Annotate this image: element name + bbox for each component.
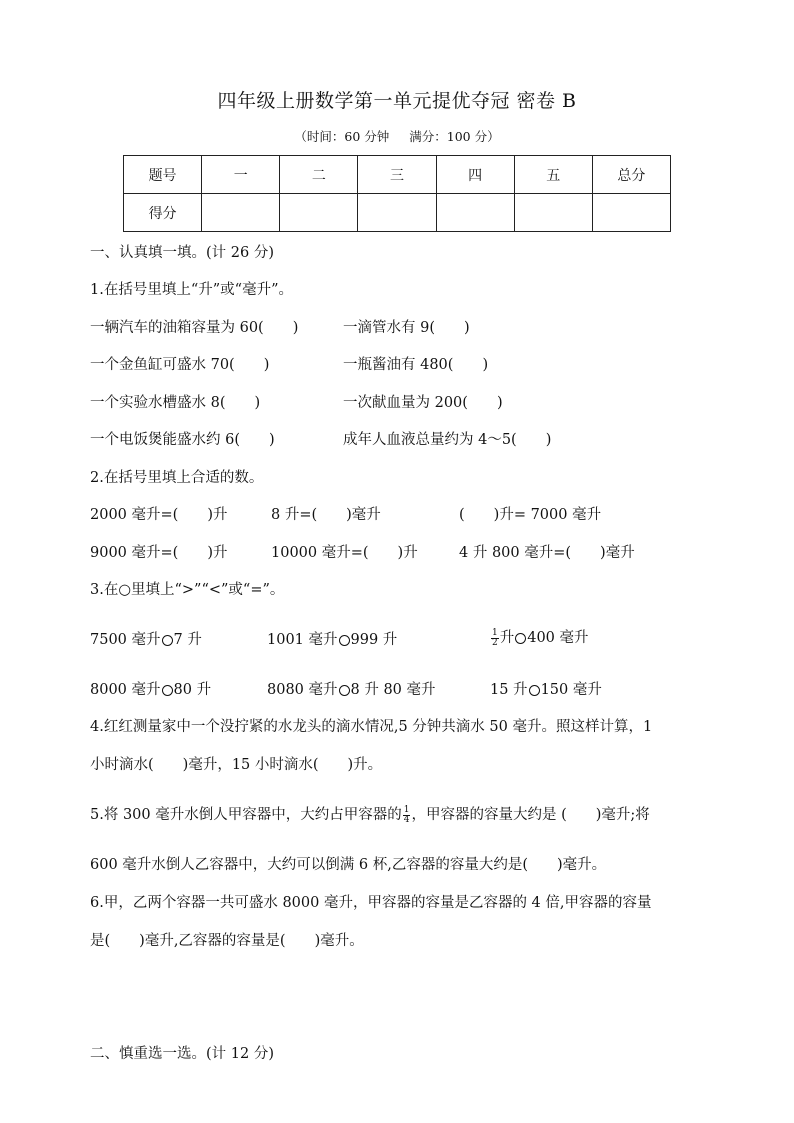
compare-circle[interactable] [529, 685, 540, 696]
compare-circle[interactable] [515, 633, 526, 644]
q3-item: 7500 毫升 7 升 [90, 632, 202, 648]
score-table-header: 总分 [592, 156, 670, 194]
q3-item: 1001 毫升 999 升 [267, 632, 398, 648]
q2-item: 4 升 800 毫升=( )毫升 [459, 545, 635, 561]
score-table-header-row [124, 156, 671, 194]
section2-title: 二、慎重选一选。(计 12 分) [90, 1046, 274, 1062]
q1-item: 一个电饭煲能盛水约 6( ) [90, 432, 275, 448]
score-table-header: 一 [202, 156, 280, 194]
score-table-header: 题号 [124, 156, 202, 194]
compare-circle[interactable] [162, 685, 173, 696]
q1-item: 成年人血液总量约为 4～5( ) [343, 432, 552, 448]
score-cell[interactable] [592, 194, 670, 232]
q6-line1: 6.甲，乙两个容器一共可盛水 8000 毫升，甲容器的容量是乙容器的 4 倍,甲容器的容量 [90, 895, 652, 911]
section1-title: 一、认真填一填。(计 26 分) [90, 245, 274, 261]
q5-line2: 600 毫升水倒人乙容器中，大约可以倒满 6 杯,乙容器的容量大约是( )毫升。 [90, 857, 607, 873]
score-table-header: 五 [514, 156, 592, 194]
q5-line1: 5.将 300 毫升水倒人甲容器中，大约占甲容器的 $\frac{1}{4}$ ，甲容器的容量大约是 ( )毫升;将 [90, 804, 650, 825]
q2-item: 8 升=( )毫升 [271, 507, 381, 523]
q4-line2: 小时滴水( )毫升，15 小时滴水( )升。 [90, 757, 383, 773]
q2-item: 10000 毫升=( )升 [271, 545, 418, 561]
score-row-label: 得分 [124, 194, 202, 232]
compare-circle[interactable] [339, 685, 350, 696]
exam-info [0, 127, 794, 145]
q4-line1: 4.红红测量家中一个没拧紧的水龙头的滴水情况,5 分钟共滴水 50 毫升。照这样计算，1 [90, 719, 653, 735]
q3-item: 8080 毫升 8 升 80 毫升 [267, 682, 436, 698]
q1-item: 一滴管水有 9( ) [343, 320, 470, 336]
fraction: $\frac{1}{2}$ [492, 627, 498, 648]
q1-item: 一个实验水槽盛水 8( ) [90, 395, 261, 411]
score-cell[interactable] [280, 194, 358, 232]
score-table-header: 二 [280, 156, 358, 194]
score-table [123, 155, 671, 232]
score-table-header: 四 [436, 156, 514, 194]
score-cell[interactable] [436, 194, 514, 232]
score-table-header: 三 [358, 156, 436, 194]
compare-circle[interactable] [162, 635, 173, 646]
q1-item: 一辆汽车的油箱容量为 60( ) [90, 320, 299, 336]
q3-item: 15 升 150 毫升 [490, 682, 602, 698]
score-cell[interactable] [514, 194, 592, 232]
q3-item: 8000 毫升 80 升 [90, 682, 212, 698]
score-table-score-row [124, 194, 671, 232]
q2-item: ( )升= 7000 毫升 [459, 507, 602, 523]
q1-prompt: 1.在括号里填上“升”或“毫升”。 [90, 282, 293, 298]
score-cell[interactable] [358, 194, 436, 232]
full-score: 满分：100 分） [409, 129, 500, 144]
q2-item: 9000 毫升=( )升 [90, 545, 228, 561]
fraction: $\frac{1}{4}$ [403, 804, 410, 825]
compare-circle[interactable] [339, 635, 350, 646]
q1-item: 一个金鱼缸可盛水 70( ) [90, 357, 270, 373]
q3-prompt: 3.在○里填上“>”“<”或“=”。 [90, 582, 285, 598]
q3-item: $\frac{1}{2}$ 升 400 毫升 [492, 627, 589, 648]
q6-line2: 是( )毫升,乙容器的容量是( )毫升。 [90, 933, 364, 949]
q2-item: 2000 毫升=( )升 [90, 507, 228, 523]
q2-prompt: 2.在括号里填上合适的数。 [90, 470, 264, 486]
q1-item: 一瓶酱油有 480( ) [343, 357, 489, 373]
q1-item: 一次献血量为 200( ) [343, 395, 503, 411]
page-title: 四年级上册数学第一单元提优夺冠 密卷 B [217, 90, 577, 112]
score-cell[interactable] [202, 194, 280, 232]
time-limit: （时间：60 分钟 [294, 129, 390, 144]
